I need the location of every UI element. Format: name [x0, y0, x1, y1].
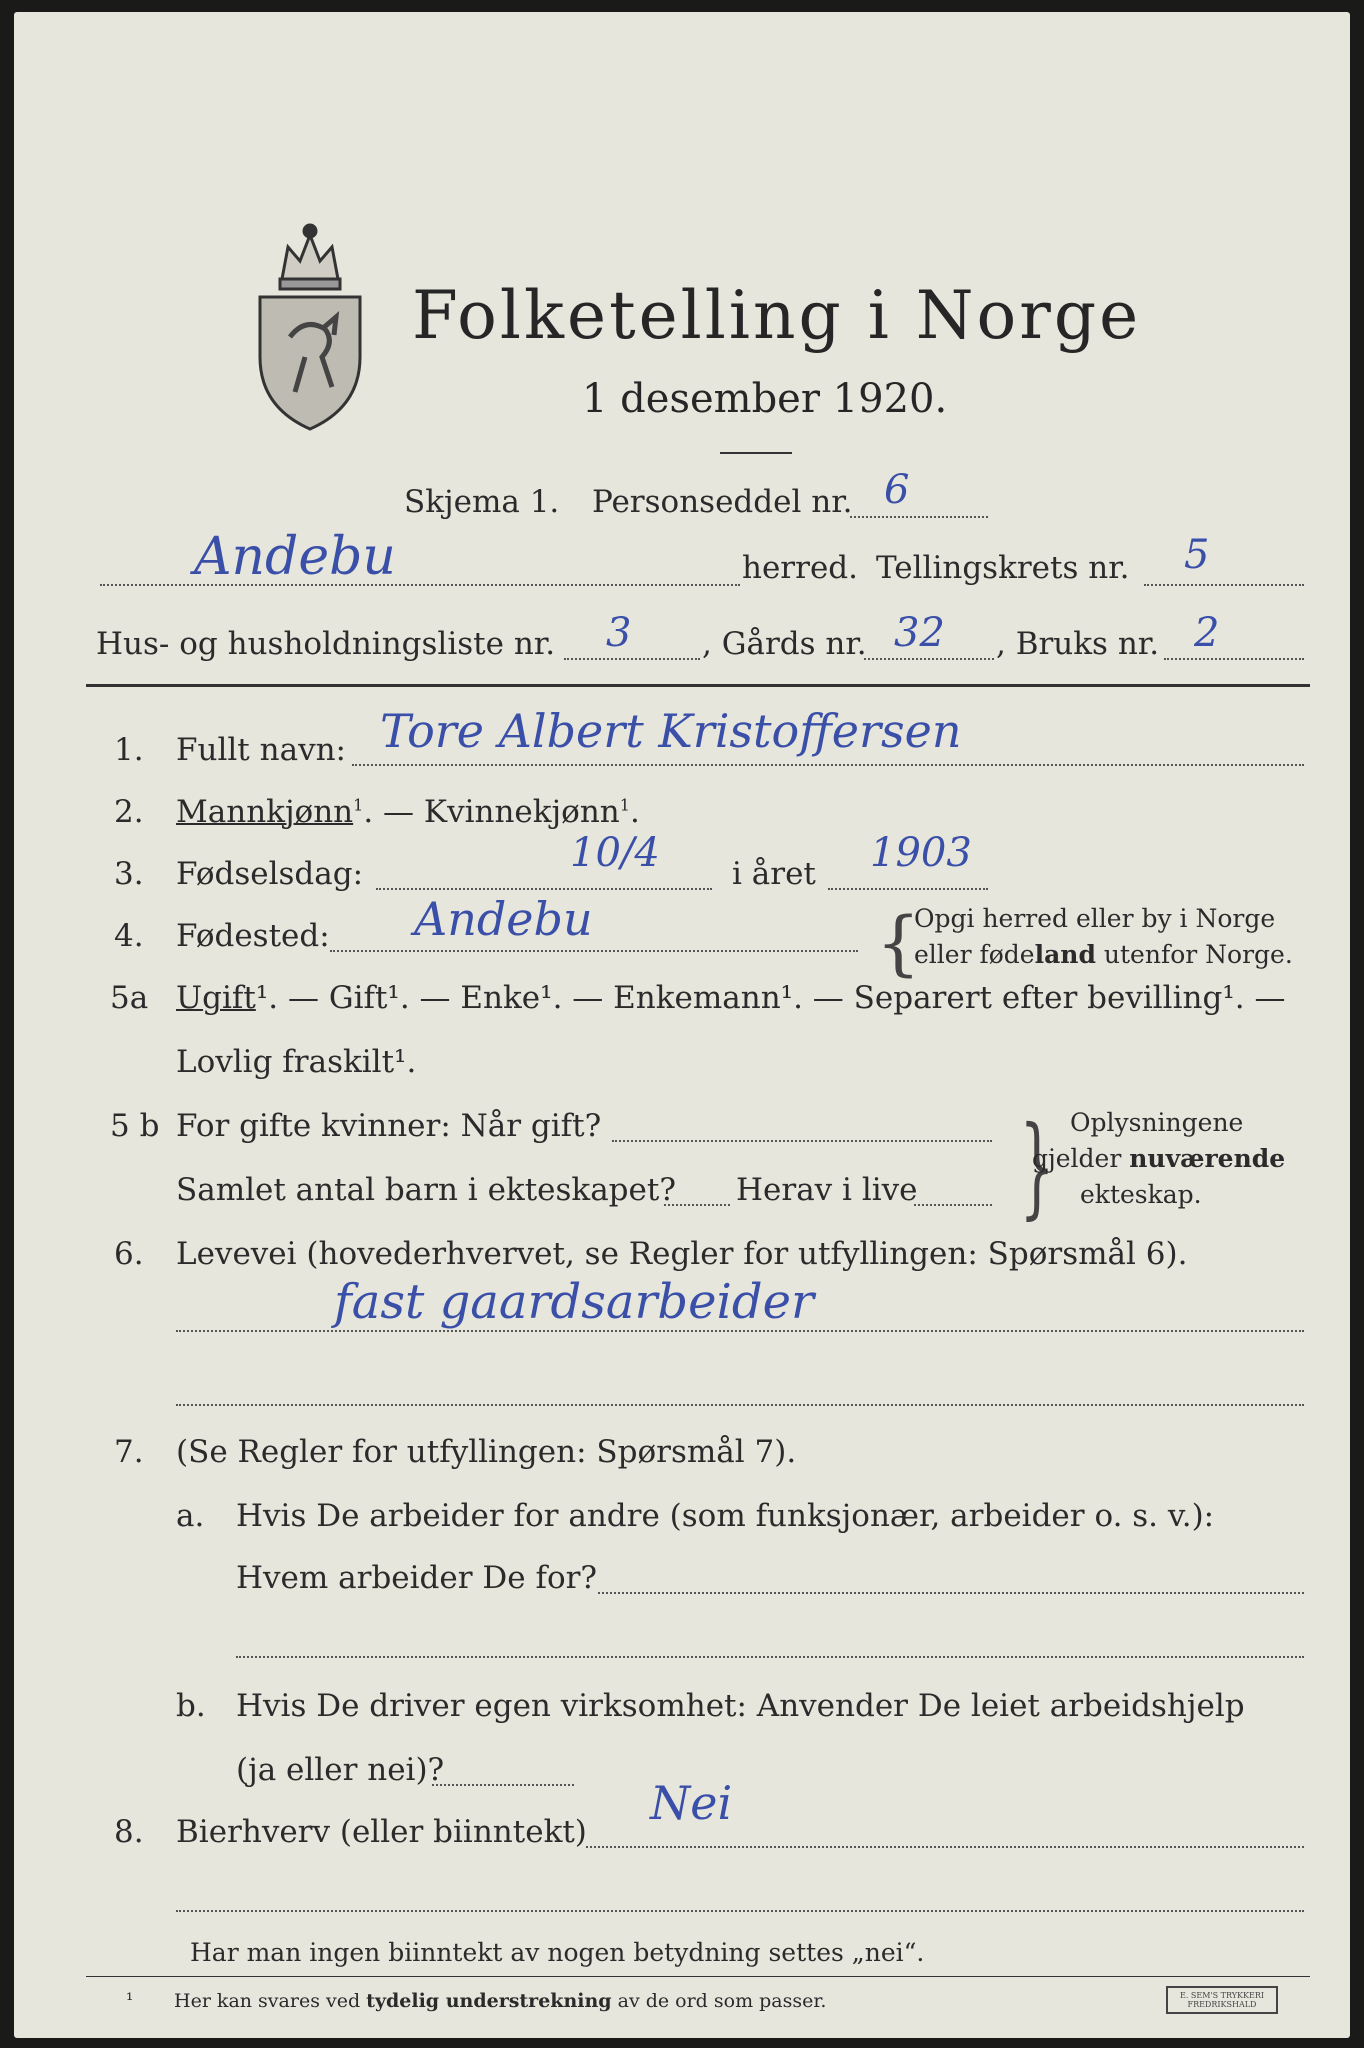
footnote-divider — [86, 1976, 1310, 1977]
bruks-value: 2 — [1194, 610, 1220, 656]
q7a-letter: a. — [176, 1498, 205, 1534]
q4-label: Fødested: — [176, 918, 330, 954]
q1-number: 1. — [114, 732, 144, 768]
married-when-line — [612, 1140, 992, 1142]
tellingskrets-value: 5 — [1184, 532, 1210, 578]
side-income-line — [586, 1846, 1304, 1848]
tellingskrets-label: Tellingskrets nr. — [876, 550, 1130, 586]
bruks-label: , Bruks nr. — [996, 626, 1160, 662]
full-name-value: Tore Albert Kristoffersen — [380, 704, 962, 758]
year-label: i året — [732, 856, 816, 892]
q3-number: 3. — [114, 856, 144, 892]
q4-note-line2: eller fødeland utenfor Norge. — [914, 940, 1293, 969]
header-divider — [86, 684, 1310, 687]
q6-number: 6. — [114, 1236, 144, 1272]
personseddel-value: 6 — [884, 467, 910, 513]
form-title: Folketelling i Norge — [412, 277, 1142, 354]
q5a-number: 5a — [110, 980, 149, 1016]
q7a-question: Hvem arbeider De for? — [236, 1560, 598, 1596]
q7b-letter: b. — [176, 1688, 206, 1724]
q4-number: 4. — [114, 918, 144, 954]
gards-line — [864, 658, 994, 660]
personseddel-label: Personseddel nr. — [592, 484, 853, 520]
birthplace-value: Andebu — [414, 892, 593, 946]
q5b-note3: ekteskap. — [1080, 1180, 1202, 1209]
herred-label: herred. — [742, 550, 858, 586]
q5b-line2: Samlet antal barn i ekteskapet? — [176, 1172, 676, 1208]
census-date: 1 desember 1920. — [582, 376, 948, 422]
q5a-line2: Lovlig fraskilt¹. — [176, 1044, 417, 1080]
children-alive-line — [914, 1204, 992, 1206]
herred-value: Andebu — [194, 527, 396, 587]
footer-note: Har man ingen biinntekt av nogen betydning settes „nei“. — [190, 1938, 925, 1967]
q5b-line2b: Herav i live — [736, 1172, 918, 1208]
tellingskrets-line — [1144, 584, 1304, 586]
employer-line — [598, 1592, 1304, 1594]
employer-line-2 — [236, 1656, 1304, 1658]
q6-label: Levevei (hovederhvervet, se Regler for utfyllingen: Spørsmål 6). — [176, 1236, 1188, 1272]
gards-value: 32 — [894, 610, 945, 656]
schema-label: Skjema 1. — [404, 484, 560, 520]
q5b-line1: For gifte kvinner: Når gift? — [176, 1108, 602, 1144]
q7-label: (Se Regler for utfyllingen: Spørsmål 7). — [176, 1434, 797, 1470]
q8-label: Bierhverv (eller biinntekt) — [176, 1814, 587, 1850]
q1-label: Fullt navn: — [176, 732, 346, 768]
personseddel-line — [850, 516, 988, 518]
ugift-option: Ugift — [176, 980, 256, 1016]
q4-note-line1: Opgi herred eller by i Norge — [914, 904, 1276, 933]
q7b-label: Hvis De driver egen virksomhet: Anvender De leiet arbeidshjelp — [236, 1688, 1245, 1724]
birth-year-value: 1903 — [870, 830, 972, 876]
census-form-page: Folketelling i Norge 1 desember 1920. Skjema 1. Personseddel nr. 6 Andebu herred. Tellingskrets nr. 5 Hus- og husholdningsliste nr. 3 , Gårds nr. 32 , Bruks nr. 2 1. Fullt navn: Tore Albert Kristoffersen 2. Mannkjønn$^1$. — Kvinnekjønn$^1$. 3. Fødselsdag: 10/4 i året 1903 4. Fødested: Andebu { Opgi herred eller by i Norge eller fødeland utenfor Norge. 5a Ugift¹. — Gift¹. — Enke¹. — Enkemann¹. — Separert efter bevilling¹. — Lovlig fraskilt¹. 5 b For gifte kvinner: Når gift? Samlet antal barn i ekteskapet? Herav i live } Oplysningene gjelder nuværende ekteskap. 6. Levevei (hovederhvervet, se Regler for utfyllingen: Spørsmål 6). fast gaardsarbeider 7. (Se Regler for utfyllingen: Spørsmål 7). a. Hvis De arbeider for andre (som funksjonær, arbeider o. s. v.): Hvem arbeider De for? b. Hvis De driver egen virksomhet: Anvender De leiet arbeidshjelp (ja eller nei)? 8. Bierhverv (eller biinntekt) Nei Har man ingen biinntekt av nogen betydning settes „nei“. ¹ Her kan svares ved tydelig understrekning av de ord som passer. E. SEM'S TRYKKERI FREDRIKSHALD — [14, 12, 1350, 2038]
hus-label: Hus- og husholdningsliste nr. — [96, 626, 556, 662]
gards-label: , Gårds nr. — [702, 626, 867, 662]
occupation-line-2 — [176, 1404, 1304, 1406]
q7b-question: (ja eller nei)? — [236, 1752, 445, 1788]
title-divider — [720, 452, 792, 454]
q5b-note2: gjelder nuværende — [1032, 1144, 1286, 1173]
q7-number: 7. — [114, 1434, 144, 1470]
q3-label: Fødselsdag: — [176, 856, 364, 892]
occupation-value: fast gaardsarbeider — [334, 1274, 814, 1330]
q2-options: Mannkjønn$^1$. — Kvinnekjønn$^1$. — [176, 794, 640, 830]
q5b-note1: Oplysningene — [1070, 1108, 1244, 1137]
footnote-mark: ¹ — [126, 1990, 134, 2011]
male-option: Mannkjønn — [176, 794, 354, 830]
occupation-line — [176, 1330, 1304, 1332]
q5a-options: Ugift¹. — Gift¹. — Enke¹. — Enkemann¹. — Separert efter bevilling¹. — — [176, 980, 1286, 1016]
birthday-value: 10/4 — [570, 830, 660, 876]
norwegian-lion-coat-of-arms-icon — [250, 217, 370, 432]
q8-number: 8. — [114, 1814, 144, 1850]
birthday-line — [376, 888, 712, 890]
side-income-value: Nei — [650, 1776, 733, 1830]
q1-line — [352, 764, 1304, 766]
q2-number: 2. — [114, 794, 144, 830]
side-income-line-2 — [176, 1910, 1304, 1912]
year-line — [828, 888, 988, 890]
q7a-label: Hvis De arbeider for andre (som funksjonær, arbeider o. s. v.): — [236, 1498, 1215, 1534]
female-option: Kvinnekjønn — [423, 794, 620, 830]
birthplace-line — [330, 950, 858, 952]
hus-line — [564, 658, 700, 660]
hus-value: 3 — [606, 610, 632, 656]
printer-stamp: E. SEM'S TRYKKERI FREDRIKSHALD — [1166, 1986, 1278, 2014]
hired-help-line — [432, 1784, 574, 1786]
bruks-line — [1164, 658, 1304, 660]
children-count-line — [664, 1204, 730, 1206]
footnote-text: Her kan svares ved tydelig understrekning av de ord som passer. — [174, 1990, 827, 2012]
q5b-number: 5 b — [110, 1108, 160, 1144]
